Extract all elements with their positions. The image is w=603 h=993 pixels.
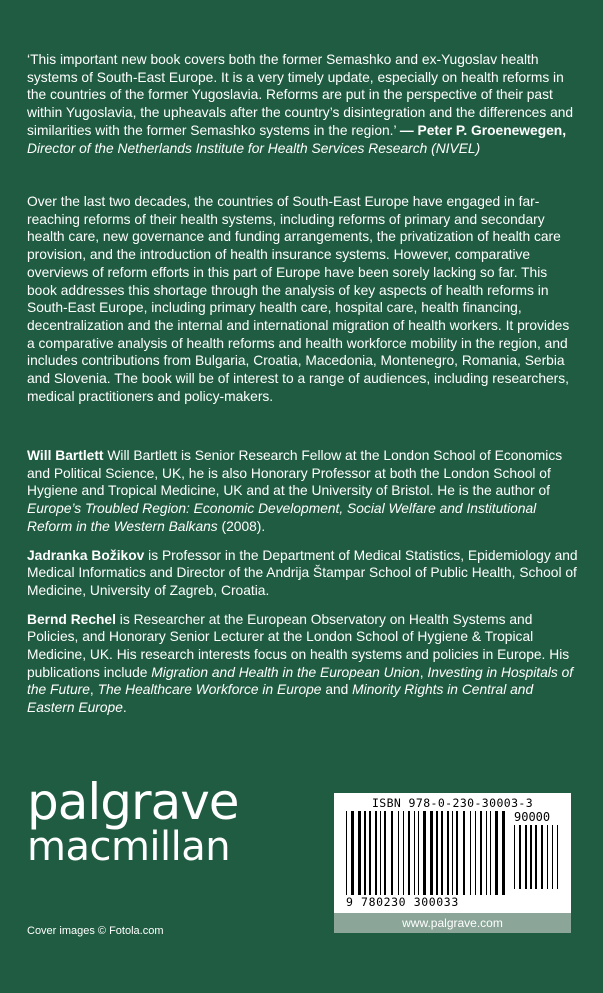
publication-title: Migration and Health in the European Union bbox=[151, 664, 420, 680]
barcode-bar bbox=[346, 811, 347, 895]
cover-image-credit: Cover images © Fotola.com bbox=[27, 925, 164, 937]
barcode-bar bbox=[358, 811, 361, 895]
separator: , bbox=[419, 664, 428, 680]
author-name: Will Bartlett bbox=[27, 448, 104, 463]
barcode-bar bbox=[408, 811, 410, 895]
barcode-bar bbox=[519, 825, 521, 889]
separator: . bbox=[122, 700, 127, 716]
price-code: 90000 bbox=[514, 810, 551, 824]
barcode-bar bbox=[447, 811, 449, 895]
barcode-bar bbox=[398, 811, 399, 895]
author-bio-bartlett bbox=[27, 447, 579, 536]
barcode-bar bbox=[414, 811, 415, 895]
quote-attribution-role: Director of the Netherlands Institute for Health Services Research (NIVEL) bbox=[27, 140, 481, 156]
author-bio-tail: (2008). bbox=[217, 518, 266, 534]
barcode-bar bbox=[475, 811, 476, 895]
barcode-bar bbox=[541, 825, 543, 889]
barcode-bar bbox=[486, 811, 487, 895]
barcode-bar bbox=[552, 825, 553, 889]
author-bios bbox=[27, 447, 579, 728]
addon-barcode-bars bbox=[514, 825, 558, 889]
barcode-bar bbox=[423, 811, 426, 895]
barcode-bar bbox=[384, 811, 386, 895]
book-description: Over the last two decades, the countries of South-East Europe have engaged in far-reaching reforms of their health systems, including reforms of primary and secondary health care, new governance and funding arrangements, the privatization of health care provision, and the introduction of health insurance systems. However, comparative overviews of reform efforts in this part of Europe have been sorely lacking so far. This book addresses this shortage through the analysis of key aspects of health reforms in South-East Europe, including primary health care, hospital care, health financing, decentralization and the internal and international migration of health workers. It provides a comparative analysis of health reforms and health workforce mobility in the region, and includes contributions from Bulgaria, Croatia, Macedonia, Montenegro, Romania, Serbia and Slovenia. The book will be of interest to a range of audiences, including researchers, medical practitioners and policy-makers. bbox=[27, 194, 570, 404]
author-bio-rechel bbox=[27, 611, 579, 717]
author-bio-text: is Professor in the Department of Medical Statistics, Epidemiology and Medical Informatics and Director of the Andrija Štampar School of Public Health, School of Medicine, University of Zagreb, Croatia. bbox=[27, 547, 578, 598]
publication-title: Minority Rights in Central and Eastern Europe bbox=[27, 682, 534, 716]
publisher-logo bbox=[27, 773, 239, 870]
author-name: Jadranka Božikov bbox=[27, 547, 145, 563]
barcode-bar bbox=[456, 811, 458, 895]
publisher-website: www.palgrave.com bbox=[334, 913, 571, 933]
barcode-bar bbox=[490, 811, 491, 895]
barcode-bar bbox=[495, 811, 498, 895]
barcode-bar bbox=[369, 811, 371, 895]
barcode-bars bbox=[346, 811, 506, 895]
separator: , bbox=[89, 682, 98, 698]
logo-line-macmillan: macmillan bbox=[27, 824, 231, 870]
author-bio-text: is Researcher at the European Observatory on Health Systems and Policies, and Honorary Senior Lecturer at the London School of Hygiene & Tropical Medicine, UK. His research interests focus on health systems and policies in Europe. His publications include bbox=[27, 611, 570, 680]
publication-title: The Healthcare Workforce in Europe bbox=[97, 682, 322, 698]
author-bio-bozikov bbox=[27, 547, 579, 600]
separator: and bbox=[321, 682, 353, 698]
barcode-bar bbox=[514, 825, 515, 889]
barcode-bar bbox=[557, 825, 558, 889]
book-title: Europe’s Troubled Region: Economic Development, Social Welfare and Institutional Reform in the Western Balkans bbox=[27, 501, 537, 534]
isbn-barcode bbox=[334, 793, 571, 913]
barcode-bar bbox=[535, 825, 537, 889]
author-bio-text: Will Bartlett is Senior Research Fellow at the London School of Economics and Political Science, UK, he is also Honorary Professor at both the London School of Hygiene and Tropical Medicine, UK and at the University of Bristol. He is the author of bbox=[27, 448, 563, 499]
barcode-bar bbox=[463, 811, 465, 895]
barcode-bar bbox=[452, 811, 453, 895]
barcode-bar bbox=[502, 811, 505, 895]
publication-title: Investing in Hospitals of the Future bbox=[27, 664, 574, 698]
barcode-bar bbox=[380, 811, 381, 895]
quote-text: ‘This important new book covers both the former Semashko and ex-Yugoslav health systems of South-East Europe. It is a very timely update, especially on health reforms in the countries of the former Yugoslavia. Reforms are put in the perspective of their past within Yugoslavia, the upheavals after the country’s disintegration and the differences and similarities with the former Semashko systems in the region.’ bbox=[27, 52, 574, 138]
barcode-bar bbox=[530, 825, 532, 889]
barcode-bar bbox=[351, 811, 354, 895]
barcode-bar bbox=[436, 811, 438, 895]
barcode-bar bbox=[441, 811, 443, 895]
barcode-bar bbox=[375, 811, 377, 895]
logo-line-palgrave: palgrave bbox=[27, 773, 239, 831]
barcode-bar bbox=[547, 825, 548, 889]
barcode-bar bbox=[470, 811, 471, 895]
barcode-bar bbox=[364, 811, 366, 895]
quote-attribution-name: — Peter P. Groenewegen, bbox=[399, 122, 567, 138]
endorsement-quote bbox=[27, 51, 577, 157]
barcode-bar bbox=[430, 811, 433, 895]
author-name: Bernd Rechel bbox=[27, 611, 116, 627]
isbn-label: ISBN 978-0-230-30003-3 bbox=[371, 796, 534, 810]
barcode-bar bbox=[391, 811, 393, 895]
barcode-digits: 9 780230 300033 bbox=[346, 895, 459, 909]
barcode-bar bbox=[403, 811, 404, 895]
barcode-bar bbox=[480, 811, 482, 895]
barcode-bar bbox=[418, 811, 419, 895]
barcode-bar bbox=[525, 825, 527, 889]
